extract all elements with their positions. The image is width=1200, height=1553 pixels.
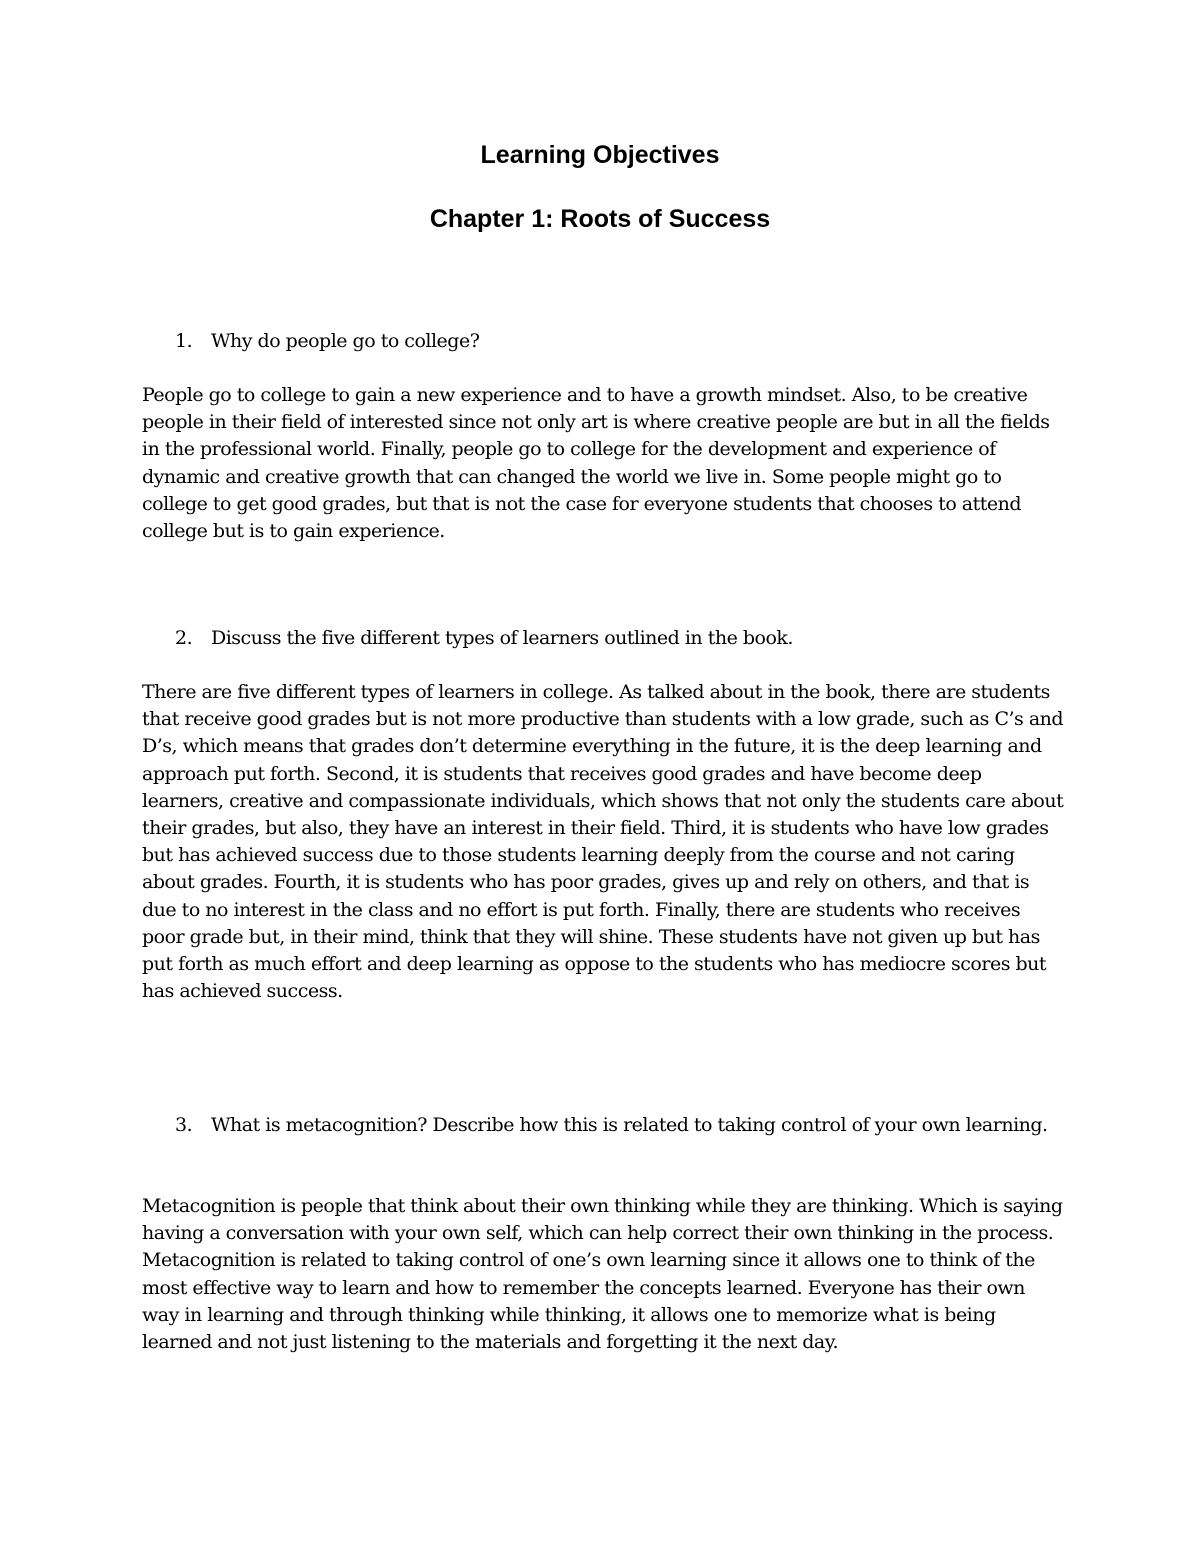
question-number: 3. (175, 1114, 193, 1136)
question-3 (175, 1112, 1055, 1139)
question-text: What is metacognition? Describe how this is related to taking control of your own learning. (211, 1114, 1048, 1136)
answer-2: There are five different types of learners in college. As talked about in the book, there are students that receive good grades but is not more productive than students with a low grade, such as C’s and D’s, which means that grades don’t determine everything in the future, it is the deep learning and approach put forth. Second, it is students that receives good grades and have become deep learners, creative and compassionate individuals, which shows that not only the students care about their grades, but also, they have an interest in their field. Third, it is students who have low grades but has achieved success due to those students learning deeply from the course and not caring about grades. Fourth, it is students who has poor grades, gives up and rely on others, and that is due to no interest in the class and no effort is put forth. Finally, there are students who receives poor grade but, in their mind, think that they will shine. These students have not given up but has put forth as much effort and deep learning as oppose to the students who has mediocre scores but has achieved success. (142, 681, 1064, 1003)
question-number: 2. (175, 627, 193, 649)
question-text: Discuss the five different types of learners outlined in the book. (211, 627, 793, 649)
document-title: Learning Objectives (480, 141, 720, 169)
chapter-subtitle: Chapter 1: Roots of Success (429, 205, 771, 233)
question-1 (175, 328, 1055, 355)
answer-3: Metacognition is people that think about their own thinking while they are thinking. Which is saying having a conversation with your own self, which can help correct their own thinking in the process. Metacognition is related to taking control of one’s own learning since it allows one to think of the most effective way to learn and how to remember the concepts learned. Everyone has their own way in learning and through thinking while thinking, it allows one to memorize what is being learned and not just listening to the materials and forgetting it the next day. (142, 1195, 1063, 1354)
question-text: Why do people go to college? (211, 330, 480, 352)
answer-1: People go to college to gain a new experience and to have a growth mindset. Also, to be creative people in their field of interested since not only art is where creative people are but in all the fields in the professional world. Finally, people go to college for the development and experience of dynamic and creative growth that can changed the world we live in. Some people might go to college to get good grades, but that is not the case for everyone students that chooses to attend college but is to gain experience. (142, 384, 1050, 543)
question-2 (175, 625, 1055, 652)
question-number: 1. (175, 330, 193, 352)
